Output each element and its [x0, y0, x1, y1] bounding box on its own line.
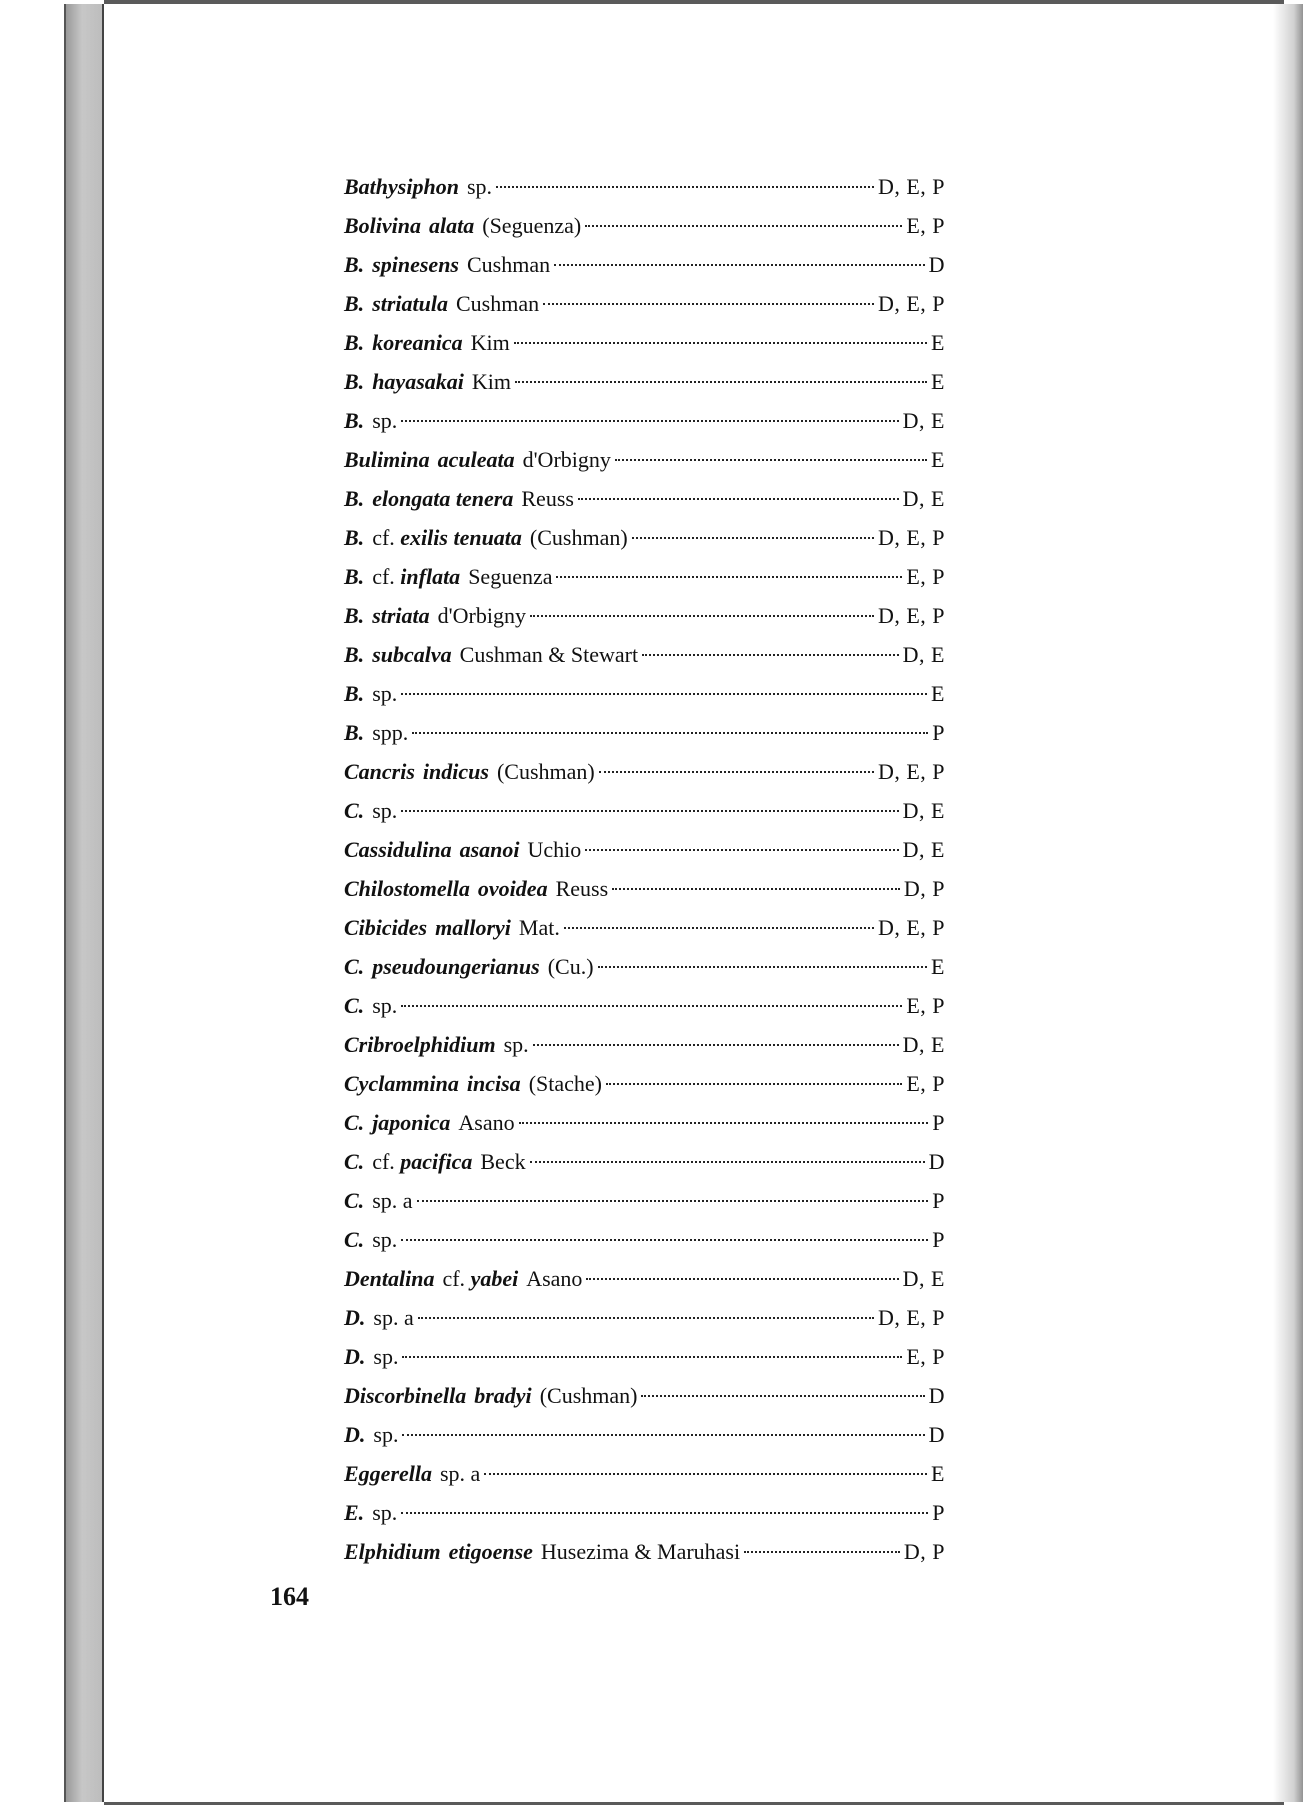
- author-or-qualifier: sp.: [372, 681, 398, 706]
- author-or-qualifier: Husezima & Maruhasi: [540, 1539, 741, 1564]
- locality-codes: E, P: [906, 1071, 945, 1096]
- author-or-qualifier: sp.: [372, 1227, 398, 1252]
- dot-leader: [586, 1278, 898, 1280]
- dot-leader: [496, 186, 874, 188]
- species-name: [344, 401, 397, 440]
- locality-codes: P: [932, 720, 945, 745]
- species-name: [344, 713, 408, 752]
- species-name: [344, 1376, 637, 1415]
- species-epithet: bradyi: [474, 1383, 532, 1408]
- author-or-qualifier: (Cu.): [547, 954, 594, 979]
- locality-codes: E, P: [906, 1344, 945, 1369]
- genus-name: D.: [344, 1344, 366, 1369]
- genus-name: C.: [344, 954, 365, 979]
- genus-name: Cibicides: [344, 915, 428, 940]
- dot-leader: [585, 225, 902, 227]
- dot-leader: [530, 1161, 925, 1163]
- species-epithet: cf. pacifica: [372, 1149, 473, 1174]
- genus-name: Bathysiphon: [344, 174, 459, 199]
- species-name: [344, 830, 581, 869]
- species-entry: [344, 401, 945, 440]
- species-name: [344, 1025, 529, 1064]
- species-epithet: pseudoungerianus: [372, 954, 540, 979]
- author-or-qualifier: Cushman & Stewart: [459, 642, 639, 667]
- species-entry: [344, 167, 945, 206]
- dot-leader: [515, 381, 927, 383]
- genus-name: B.: [344, 603, 365, 628]
- author-or-qualifier: sp.: [373, 1422, 399, 1447]
- locality-codes: D, P: [903, 1539, 945, 1564]
- species-entry: [344, 1532, 945, 1571]
- species-epithet: cf. yabei: [442, 1266, 519, 1291]
- dot-leader: [556, 576, 902, 578]
- genus-name: Dentalina: [344, 1266, 435, 1291]
- genus-name: Cribroelphidium: [344, 1032, 496, 1057]
- dot-leader: [530, 615, 874, 617]
- species-name: [344, 440, 611, 479]
- species-name: [344, 167, 492, 206]
- species-entry: [344, 1103, 945, 1142]
- author-or-qualifier: spp.: [372, 720, 409, 745]
- genus-name: C.: [344, 993, 365, 1018]
- genus-name: C.: [344, 1149, 365, 1174]
- species-epithet: elongata tenera: [372, 486, 514, 511]
- species-name: [344, 791, 397, 830]
- genus-name: B.: [344, 291, 365, 316]
- species-entry: [344, 1220, 945, 1259]
- locality-codes: D, E: [902, 486, 945, 511]
- locality-codes: P: [932, 1500, 945, 1525]
- species-name: [344, 635, 638, 674]
- locality-codes: D: [928, 1383, 945, 1408]
- species-list: [344, 167, 945, 1571]
- author-or-qualifier: Mat.: [518, 915, 560, 940]
- dot-leader: [401, 420, 898, 422]
- dot-leader: [632, 537, 874, 539]
- dot-leader: [514, 342, 927, 344]
- locality-codes: D, E, P: [877, 174, 945, 199]
- dot-leader: [564, 927, 874, 929]
- author-or-qualifier: sp.: [372, 798, 398, 823]
- author-or-qualifier: Asano: [458, 1110, 515, 1135]
- species-entry: [344, 1298, 945, 1337]
- species-name: [344, 986, 397, 1025]
- author-or-qualifier: sp.: [372, 993, 398, 1018]
- species-entry: [344, 440, 945, 479]
- locality-codes: E, P: [906, 564, 945, 589]
- species-name: [344, 908, 560, 947]
- dot-leader: [401, 1005, 902, 1007]
- author-or-qualifier: Asano: [526, 1266, 583, 1291]
- genus-name: Bolivina: [344, 213, 422, 238]
- author-or-qualifier: (Seguenza): [482, 213, 582, 238]
- species-name: [344, 1493, 397, 1532]
- species-name: [344, 1298, 414, 1337]
- locality-codes: E: [931, 1461, 945, 1486]
- species-entry: [344, 557, 945, 596]
- author-or-qualifier: Beck: [480, 1149, 526, 1174]
- locality-codes: D, E, P: [877, 915, 945, 940]
- author-or-qualifier: sp.: [466, 174, 492, 199]
- locality-codes: D, E: [902, 837, 945, 862]
- genus-name: B.: [344, 564, 365, 589]
- species-entry: [344, 1181, 945, 1220]
- locality-codes: D, E, P: [877, 759, 945, 784]
- author-or-qualifier: sp.: [373, 1344, 399, 1369]
- locality-codes: D, E: [902, 798, 945, 823]
- species-entry: [344, 869, 945, 908]
- species-epithet: japonica: [372, 1110, 451, 1135]
- species-entry: [344, 947, 945, 986]
- species-name: [344, 1532, 740, 1571]
- locality-codes: P: [932, 1188, 945, 1213]
- dot-leader: [554, 264, 925, 266]
- author-or-qualifier: (Stache): [528, 1071, 602, 1096]
- page-number: 164: [270, 1582, 309, 1611]
- species-name: [344, 1220, 397, 1259]
- author-or-qualifier: Kim: [471, 369, 511, 394]
- species-name: [344, 518, 628, 557]
- author-or-qualifier: Reuss: [521, 486, 574, 511]
- locality-codes: E: [931, 681, 945, 706]
- species-entry: [344, 674, 945, 713]
- species-name: [344, 245, 550, 284]
- locality-codes: D, E, P: [877, 291, 945, 316]
- genus-name: Elphidium: [344, 1539, 441, 1564]
- species-epithet: asanoi: [459, 837, 520, 862]
- dot-leader: [585, 849, 898, 851]
- author-or-qualifier: sp. a: [373, 1305, 414, 1330]
- species-name: [344, 1454, 480, 1493]
- species-epithet: etigoense: [448, 1539, 533, 1564]
- dot-leader: [642, 654, 899, 656]
- locality-codes: D, E: [902, 408, 945, 433]
- locality-codes: D, E, P: [877, 1305, 945, 1330]
- author-or-qualifier: sp.: [503, 1032, 529, 1057]
- book-page-stack-edge: [64, 4, 104, 1802]
- locality-codes: E: [931, 447, 945, 472]
- species-name: [344, 1142, 526, 1181]
- dot-leader: [412, 732, 928, 734]
- species-entry: [344, 1376, 945, 1415]
- genus-name: Bulimina: [344, 447, 430, 472]
- species-epithet: spinesens: [372, 252, 459, 277]
- species-entry: [344, 713, 945, 752]
- species-epithet: indicus: [422, 759, 489, 784]
- species-name: [344, 674, 397, 713]
- genus-name: C.: [344, 1110, 365, 1135]
- dot-leader: [484, 1473, 927, 1475]
- species-name: [344, 752, 595, 791]
- genus-name: E.: [344, 1500, 365, 1525]
- species-entry: [344, 1142, 945, 1181]
- locality-codes: E, P: [906, 213, 945, 238]
- genus-name: D.: [344, 1305, 366, 1330]
- species-name: [344, 869, 608, 908]
- dot-leader: [615, 459, 927, 461]
- author-or-qualifier: (Cushman): [496, 759, 595, 784]
- genus-name: B.: [344, 252, 365, 277]
- species-entry: [344, 1493, 945, 1532]
- author-or-qualifier: Uchio: [527, 837, 582, 862]
- species-epithet: striata: [372, 603, 430, 628]
- author-or-qualifier: d'Orbigny: [437, 603, 526, 628]
- dot-leader: [402, 1434, 924, 1436]
- species-name: [344, 206, 581, 245]
- locality-codes: E, P: [906, 993, 945, 1018]
- species-entry: [344, 206, 945, 245]
- species-epithet: cf. inflata: [372, 564, 461, 589]
- dot-leader: [641, 1395, 924, 1397]
- genus-name: C.: [344, 1227, 365, 1252]
- locality-codes: D, E: [902, 1032, 945, 1057]
- genus-name: B.: [344, 525, 365, 550]
- dot-leader: [606, 1083, 902, 1085]
- species-entry: [344, 1415, 945, 1454]
- genus-name: B.: [344, 642, 365, 667]
- genus-name: Eggerella: [344, 1461, 432, 1486]
- species-entry: [344, 752, 945, 791]
- species-entry: [344, 635, 945, 674]
- species-epithet: alata: [429, 213, 475, 238]
- species-entry: [344, 479, 945, 518]
- locality-codes: D, E, P: [877, 525, 945, 550]
- species-name: [344, 947, 594, 986]
- species-entry: [344, 791, 945, 830]
- species-entry: [344, 362, 945, 401]
- species-entry: [344, 1454, 945, 1493]
- locality-codes: E: [931, 369, 945, 394]
- species-epithet: subcalva: [372, 642, 452, 667]
- page-right-shadow: [1273, 4, 1303, 1802]
- species-name: [344, 479, 574, 518]
- species-name: [344, 1064, 602, 1103]
- species-entry: [344, 830, 945, 869]
- dot-leader: [418, 1317, 874, 1319]
- species-entry: [344, 986, 945, 1025]
- species-entry: [344, 1064, 945, 1103]
- genus-name: B.: [344, 681, 365, 706]
- dot-leader: [543, 303, 874, 305]
- species-entry: [344, 596, 945, 635]
- genus-name: D.: [344, 1422, 366, 1447]
- species-epithet: incisa: [466, 1071, 521, 1096]
- locality-codes: P: [932, 1110, 945, 1135]
- genus-name: Chilostomella: [344, 876, 470, 901]
- locality-codes: D: [928, 1149, 945, 1174]
- author-or-qualifier: sp.: [372, 408, 398, 433]
- species-entry: [344, 1025, 945, 1064]
- species-epithet: striatula: [372, 291, 448, 316]
- locality-codes: E: [931, 954, 945, 979]
- species-name: [344, 1103, 515, 1142]
- genus-name: Cassidulina: [344, 837, 452, 862]
- locality-codes: D: [928, 252, 945, 277]
- species-entry: [344, 518, 945, 557]
- species-epithet: koreanica: [372, 330, 463, 355]
- dot-leader: [744, 1551, 900, 1553]
- dot-leader: [578, 498, 899, 500]
- locality-codes: D, E: [902, 1266, 945, 1291]
- species-entry: [344, 1259, 945, 1298]
- species-epithet: cf. exilis tenuata: [372, 525, 522, 550]
- species-entry: [344, 908, 945, 947]
- genus-name: C.: [344, 1188, 365, 1213]
- species-epithet: hayasakai: [372, 369, 464, 394]
- species-name: [344, 1337, 398, 1376]
- dot-leader: [402, 1356, 902, 1358]
- author-or-qualifier: Cushman: [466, 252, 551, 277]
- genus-name: B.: [344, 369, 365, 394]
- genus-name: Discorbinella: [344, 1383, 467, 1408]
- species-name: [344, 1415, 398, 1454]
- locality-codes: P: [932, 1227, 945, 1252]
- locality-codes: D, E: [902, 642, 945, 667]
- author-or-qualifier: sp. a: [440, 1461, 481, 1486]
- dot-leader: [598, 966, 928, 968]
- locality-codes: D, P: [903, 876, 945, 901]
- author-or-qualifier: (Cushman): [529, 525, 628, 550]
- dot-leader: [401, 1239, 928, 1241]
- species-name: [344, 1181, 413, 1220]
- species-entry: [344, 323, 945, 362]
- dot-leader: [612, 888, 900, 890]
- species-epithet: malloryi: [435, 915, 511, 940]
- author-or-qualifier: Cushman: [456, 291, 540, 316]
- dot-leader: [401, 1512, 928, 1514]
- genus-name: B.: [344, 720, 365, 745]
- author-or-qualifier: sp.: [372, 1500, 398, 1525]
- dot-leader: [519, 1122, 929, 1124]
- genus-name: B.: [344, 330, 365, 355]
- dot-leader: [417, 1200, 929, 1202]
- species-name: [344, 596, 526, 635]
- dot-leader: [599, 771, 874, 773]
- author-or-qualifier: Kim: [470, 330, 510, 355]
- species-name: [344, 557, 552, 596]
- locality-codes: E: [931, 330, 945, 355]
- dot-leader: [533, 1044, 899, 1046]
- author-or-qualifier: (Cushman): [539, 1383, 638, 1408]
- genus-name: C.: [344, 798, 365, 823]
- genus-name: B.: [344, 486, 365, 511]
- species-name: [344, 323, 510, 362]
- species-entry: [344, 284, 945, 323]
- species-name: [344, 362, 511, 401]
- species-name: [344, 1259, 582, 1298]
- species-name: [344, 284, 539, 323]
- author-or-qualifier: Seguenza: [468, 564, 553, 589]
- genus-name: B.: [344, 408, 365, 433]
- species-epithet: ovoidea: [477, 876, 548, 901]
- author-or-qualifier: Reuss: [555, 876, 609, 901]
- locality-codes: D, E, P: [877, 603, 945, 628]
- book-bottom-edge: [104, 1802, 1284, 1805]
- author-or-qualifier: d'Orbigny: [522, 447, 611, 472]
- species-entry: [344, 245, 945, 284]
- author-or-qualifier: sp. a: [372, 1188, 413, 1213]
- species-entry: [344, 1337, 945, 1376]
- genus-name: Cancris: [344, 759, 415, 784]
- species-epithet: aculeata: [437, 447, 515, 472]
- dot-leader: [401, 810, 898, 812]
- dot-leader: [401, 693, 927, 695]
- genus-name: Cyclammina: [344, 1071, 459, 1096]
- locality-codes: D: [928, 1422, 945, 1447]
